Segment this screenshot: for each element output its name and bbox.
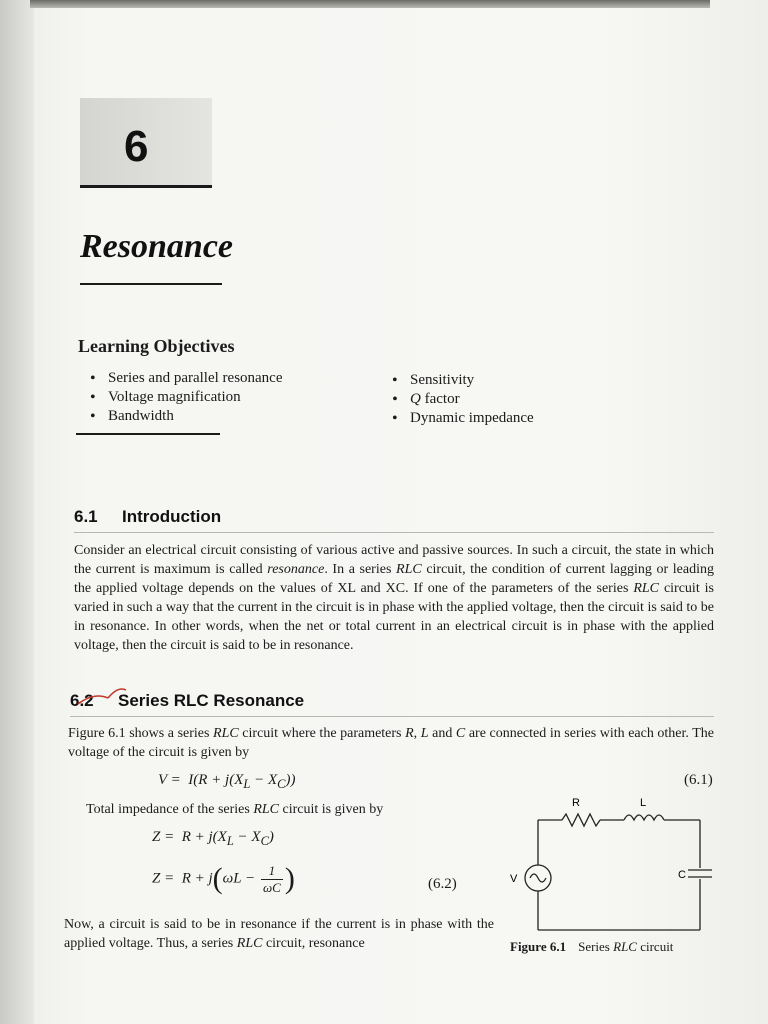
- series-rlc-circuit-diagram: [500, 790, 720, 935]
- section-heading-intro: [74, 507, 221, 527]
- chapter-title: Resonance: [80, 228, 233, 265]
- chapter-number: 6: [124, 122, 149, 171]
- objective-item: • Bandwidth: [86, 407, 283, 426]
- series-rlc-paragraph-1: Figure 6.1 shows a series RLC circuit where the parameters R, L and C are connected in series with each other. The voltage of the circuit is given by: [68, 726, 715, 760]
- objective-q-suffix: factor: [420, 391, 460, 407]
- intro-paragraph: Consider an electrical circuit consisting of various active and passive sources. In such a circuit, the state in which the current is maximum is called resonance. In a series RLC circuit, the condition of current lagging or leading the applied voltage depends on the values of XL and XC. If one of the parameters of the series RLC circuit is varied in such a way that the current in the circuit is in phase with the applied voltage, then the circuit is said to be in resonance. In other words, when the net or total current in an electrical circuit is in phase with the applied voltage, then the circuit is said to be in resonance.: [74, 543, 714, 653]
- equation-impedance: $Z = R + j(X_L - X_C)$: [152, 829, 274, 848]
- objective-item: • Dynamic impedance: [388, 409, 534, 428]
- chapter-number-rule: [80, 185, 212, 188]
- equation-number: (6.2): [428, 876, 457, 892]
- section-number: 6.2: [70, 691, 94, 710]
- objectives-list-left: [86, 369, 283, 426]
- objectives-list-right: [388, 371, 534, 428]
- objective-item: [388, 390, 534, 409]
- inductor-label: L: [640, 797, 647, 809]
- objective-q-letter: Q: [410, 391, 421, 407]
- section-rule: [74, 532, 714, 533]
- figure-caption: [510, 939, 673, 955]
- objective-item: • Voltage magnification: [86, 388, 283, 407]
- figure-caption-text: Series RLC circuit: [578, 939, 674, 954]
- resistor-label: R: [572, 797, 580, 809]
- learning-objectives-title: Learning Objectives: [78, 336, 235, 356]
- source-label: V: [510, 873, 518, 885]
- capacitor-label: C: [678, 869, 686, 881]
- objective-item: • Series and parallel resonance: [86, 369, 283, 388]
- book-spine-shadow: [0, 0, 34, 1024]
- equation-impedance-expanded: Z = R + j(ωL − $\frac{1}{\omega C}$ ): [152, 862, 295, 895]
- series-rlc-paragraph-3: Now, a circuit is said to be in resonance if the current is in phase with the applied voltage. Thus, a series RLC circuit, resonance: [64, 917, 494, 951]
- handwritten-red-mark: [74, 684, 130, 710]
- figure-caption-number: Figure 6.1: [510, 939, 567, 954]
- equation-voltage: $V = I(R + j(X_L - X_C))$: [158, 772, 296, 791]
- section-title: Introduction: [122, 507, 222, 526]
- series-rlc-paragraph-2: Total impedance of the series RLC circuit is given by: [86, 802, 384, 817]
- objective-item: • Sensitivity: [388, 371, 534, 390]
- equation-number: (6.1): [684, 772, 713, 788]
- section-title: Series RLC Resonance: [118, 691, 305, 710]
- objectives-rule: [76, 433, 220, 435]
- page-top-edge: [30, 0, 710, 8]
- section-number: 6.1: [74, 507, 98, 526]
- section-rule: [70, 716, 714, 717]
- chapter-title-rule: [80, 283, 222, 285]
